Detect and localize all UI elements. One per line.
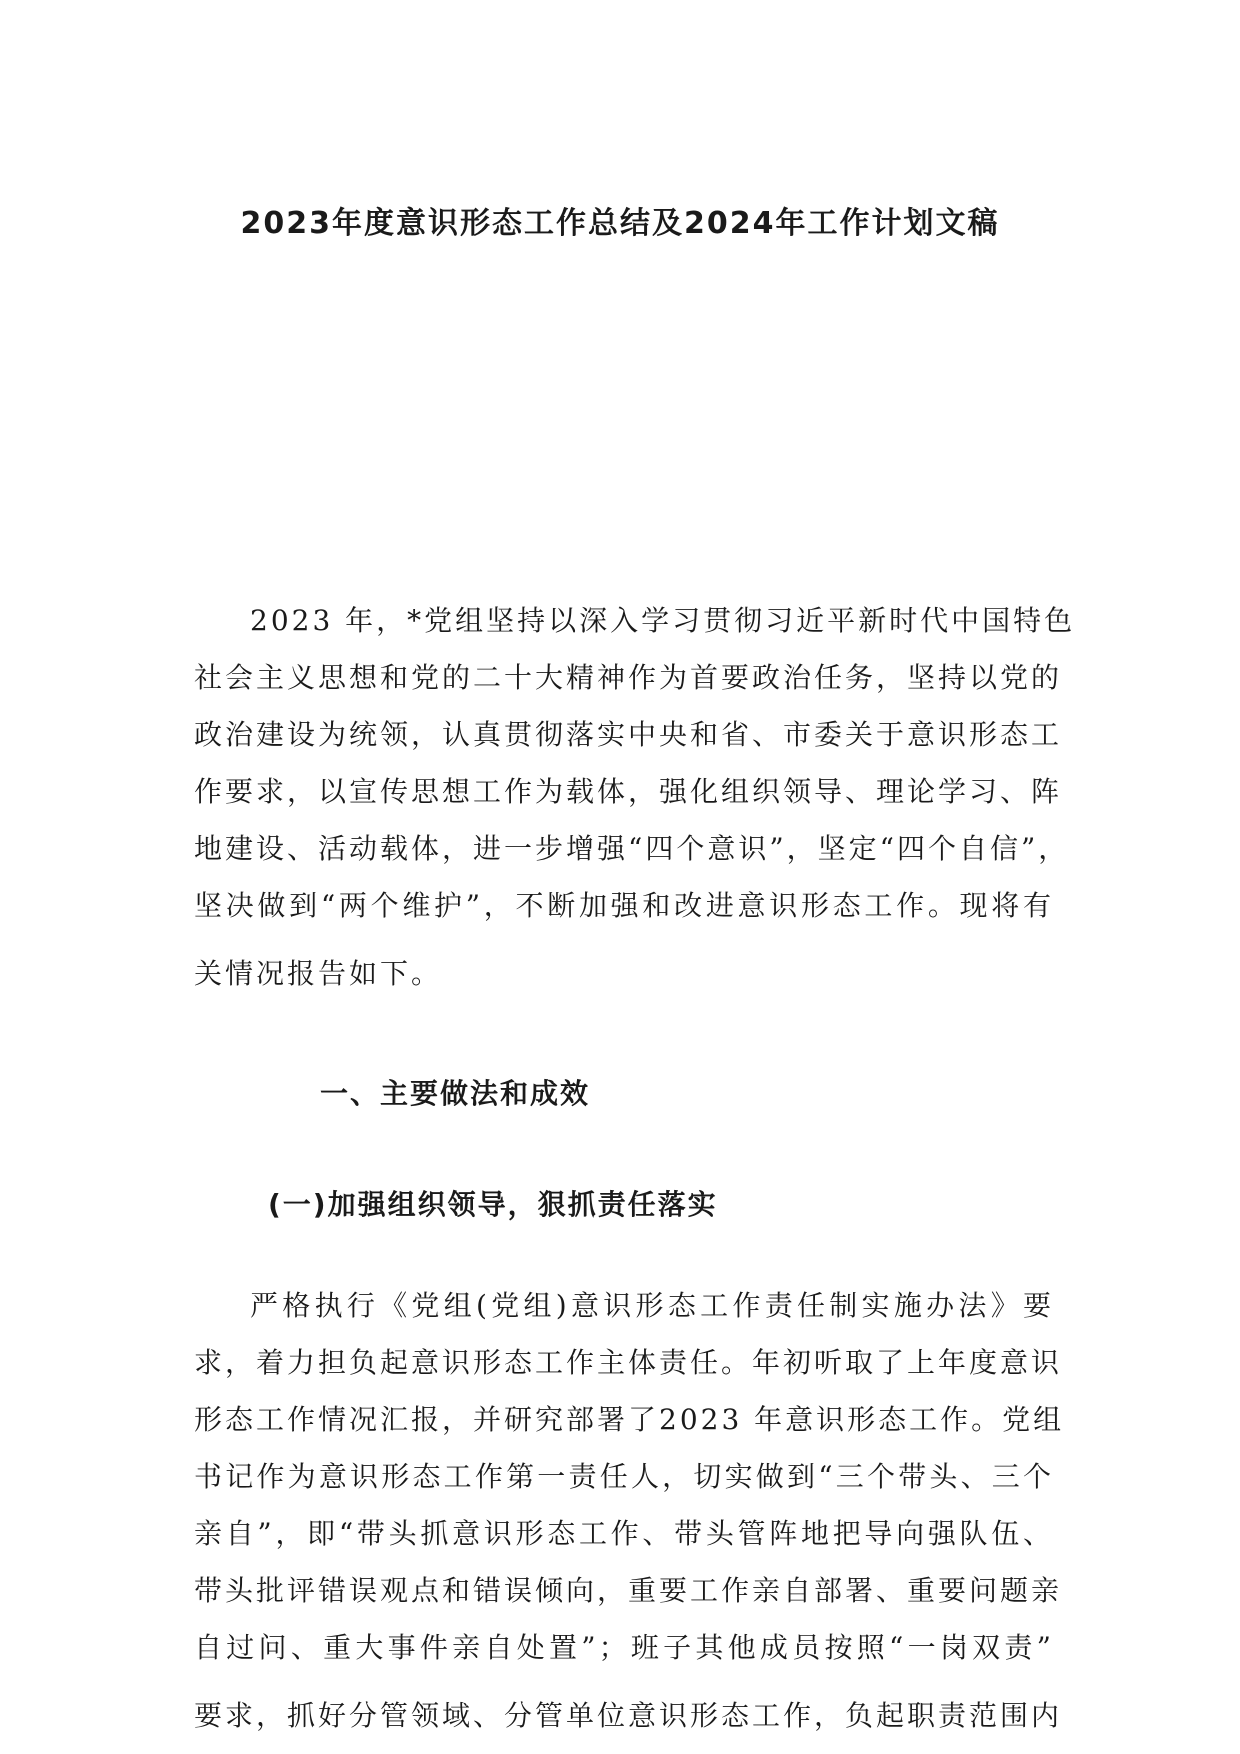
paragraph-line: 形态工作情况汇报，并研究部署了2023 年意识形态工作。党组: [194, 1403, 1065, 1436]
paragraph-line: 自过问、重大事件亲自处置”；班子其他成员按照“一岗双责”: [194, 1631, 1054, 1664]
paragraph-line: 要求，抓好分管领域、分管单位意识形态工作，负起职责范围内: [194, 1699, 1063, 1732]
paragraph-line: 严格执行《党组(党组)意识形态工作责任制实施办法》要: [250, 1289, 1054, 1322]
paragraph-line: 地建设、活动载体，进一步增强“四个意识”，坚定“四个自信”，: [194, 832, 1070, 865]
paragraph-line: 亲自”，即“带头抓意识形态工作、带头管阵地把导向强队伍、: [194, 1517, 1054, 1550]
paragraph-line: 社会主义思想和党的二十大精神作为首要政治任务，坚持以党的: [194, 661, 1063, 694]
paragraph-line: 带头批评错误观点和错误倾向，重要工作亲自部署、重要问题亲: [194, 1574, 1063, 1607]
section-heading: 一、主要做法和成效: [320, 1077, 591, 1110]
paragraph-line: 关情况报告如下。: [194, 957, 443, 990]
paragraph-line: 政治建设为统领，认真贯彻落实中央和省、市委关于意识形态工: [194, 718, 1063, 751]
paragraph-line: 作要求，以宣传思想工作为载体，强化组织领导、理论学习、阵: [194, 775, 1063, 808]
subsection-heading: (一)加强组织领导，狠抓责任落实: [268, 1188, 718, 1221]
paragraph-line: 求，着力担负起意识形态工作主体责任。年初听取了上年度意识: [194, 1346, 1063, 1379]
paragraph-line: 2023 年，*党组坚持以深入学习贯彻习近平新时代中国特色: [250, 604, 1076, 637]
paragraph-line: 坚决做到“两个维护”，不断加强和改进意识形态工作。现将有: [194, 889, 1054, 922]
paragraph-line: 书记作为意识形态工作第一责任人，切实做到“三个带头、三个: [194, 1460, 1054, 1493]
document-title: 2023年度意识形态工作总结及2024年工作计划文稿: [240, 206, 1000, 241]
